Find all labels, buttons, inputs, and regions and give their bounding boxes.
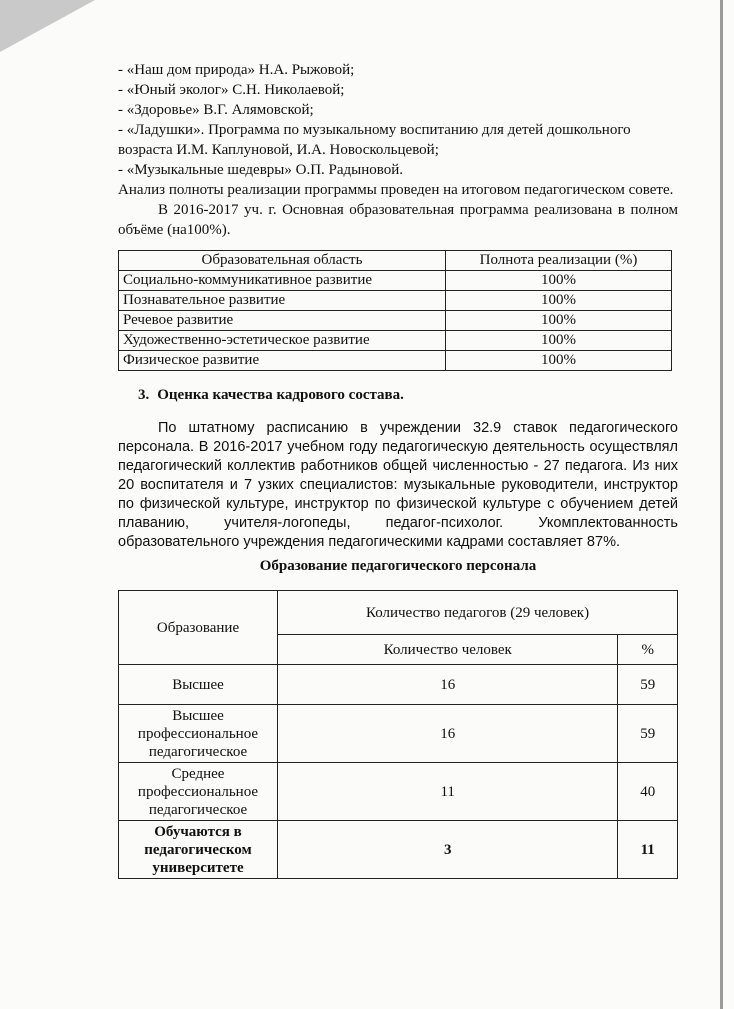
table-row [119,291,672,311]
section-heading: Оценка качества кадрового состава. [157,387,404,403]
percent-cell: 100% [446,351,672,371]
percent-cell: 40 [618,763,678,821]
table-row [119,271,672,291]
percent-cell: 59 [618,705,678,763]
count-cell: 11 [278,763,618,821]
education-cell: Высшее [119,665,278,705]
column-header: Образовательная область [119,251,446,271]
page-edge [720,0,723,1009]
implementation-table [118,250,672,371]
program-line: - «Наш дом природа» Н.А. Рыжовой; [118,62,355,78]
percent-cell: 100% [446,271,672,291]
folded-corner [0,0,95,52]
table-row [119,705,678,763]
education-cell: Среднее профессиональное педагогическое [119,763,278,821]
column-subheader: Количество человек [278,635,618,665]
table-row [119,821,678,879]
program-line: - «Музыкальные шедевры» О.П. Радыновой. [118,162,404,178]
area-cell: Художественно-эстетическое развитие [119,331,446,351]
education-cell: Высшее профессиональное педагогическое [119,705,278,763]
column-subheader: % [618,635,678,665]
table-row [119,311,672,331]
program-line: - «Юный эколог» С.Н. Николаевой; [118,82,345,98]
percent-cell: 11 [618,821,678,879]
section-number: 3. [138,387,150,403]
table-row [119,351,672,371]
table-row [119,763,678,821]
program-line: - «Здоровье» В.Г. Алямовской; [118,102,314,118]
percent-cell: 100% [446,331,672,351]
section-title [138,385,678,405]
percent-cell: 59 [618,665,678,705]
area-cell: Речевое развитие [119,311,446,331]
count-cell: 16 [278,705,618,763]
staff-paragraph: По штатному расписанию в учреждении 32.9 ставок педагогического персонала. В 2016-2017 учебном году педагогическую деятельность осуществлял педагогический коллектив работников общей численностью - 27 педагога. Из них 20 воспитателя и 7 узких специалистов: музыкальные руководители, инструктор по физической культуре, инструктор по физической культуре с обучением детей плаванию, учителя-логопеды, педагог-психолог. Укомплектованность образовательного учреждения педагогическими кадрами составляет 87%. [118,420,678,550]
count-cell: 16 [278,665,618,705]
table-title: Образование педагогического персонала [259,558,537,574]
table-header-row [119,591,678,635]
program-line: - «Ладушки». Программа по музыкальному воспитанию для детей дошкольного возраста И.М. Каплуновой, И.А. Новоскольцевой; [118,122,631,158]
education-table [118,590,678,879]
column-header: Образование [119,591,278,665]
table-header-row [119,251,672,271]
table-row [119,665,678,705]
analysis-paragraph: Анализ полноты реализации программы проведен на итоговом педагогическом совете. [118,182,674,198]
area-cell: Физическое развитие [119,351,446,371]
area-cell: Социально-коммуникативное развитие [119,271,446,291]
column-header: Количество педагогов (29 человек) [278,591,678,635]
page-content [118,60,678,879]
percent-cell: 100% [446,291,672,311]
table-row [119,331,672,351]
count-cell: 3 [278,821,618,879]
area-cell: Познавательное развитие [119,291,446,311]
education-cell: Обучаются в педагогическом университете [119,821,278,879]
implementation-paragraph: В 2016-2017 уч. г. Основная образовательная программа реализована в полном объёме (на100%). [118,202,678,238]
column-header: Полнота реализации (%) [446,251,672,271]
percent-cell: 100% [446,311,672,331]
